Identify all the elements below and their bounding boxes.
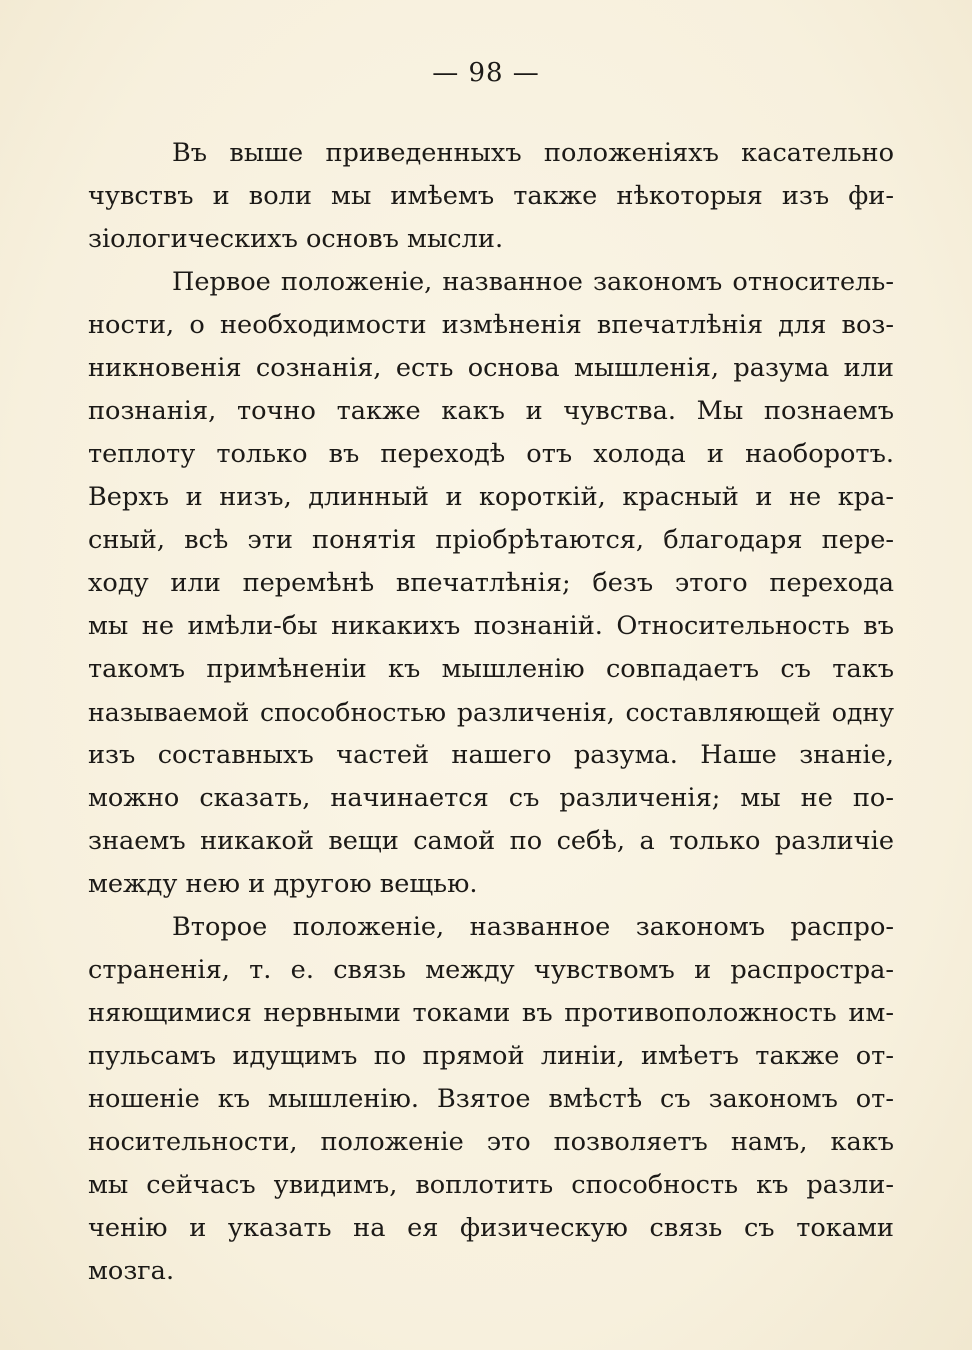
text-line: пульсамъ идущимъ по прямой линіи, имѣетъ также от- <box>88 1041 894 1071</box>
text-line: познанія, точно также какъ и чувства. Мы познаемъ <box>88 396 894 426</box>
text-line: мозга. <box>88 1256 175 1286</box>
text-line: между нею и другою вещью. <box>88 869 478 899</box>
text-line: Второе положеніе, названное закономъ распро- <box>172 912 894 942</box>
text-line: Первое положеніе, названное закономъ относитель- <box>172 267 894 297</box>
text-line: мы не имѣли-бы никакихъ познаній. Относительность въ <box>88 611 894 641</box>
page-number: — 98 — <box>432 58 540 88</box>
text-line: ношеніе къ мышленію. Взятое вмѣстѣ съ закономъ от- <box>88 1084 894 1114</box>
text-line: такомъ примѣненіи къ мышленію совпадаетъ съ такъ <box>88 654 894 684</box>
text-line: Въ выше приведенныхъ положеніяхъ касательно <box>172 138 894 168</box>
text-line: можно сказать, начинается съ различенія; мы не по- <box>88 783 894 813</box>
text-line: знаемъ никакой вещи самой по себѣ, а только различіе <box>88 826 894 856</box>
text-line: чувствъ и воли мы имѣемъ также нѣкоторыя изъ фи- <box>88 181 894 211</box>
text-line: называемой способностью различенія, составляющей одну <box>88 698 894 727</box>
text-line: теплоту только въ переходѣ отъ холода и наоборотъ. <box>88 439 894 469</box>
text-line: никновенія сознанія, есть основа мышленія, разума или <box>88 353 894 383</box>
text-line: изъ составныхъ частей нашего разума. Наше знаніе, <box>88 740 894 770</box>
text-line: ченію и указать на ея физическую связь съ токами <box>88 1213 894 1243</box>
text-line: мы сейчасъ увидимъ, воплотить способность къ разли- <box>88 1170 894 1200</box>
text-line: сный, всѣ эти понятія пріобрѣтаются, благодаря пере- <box>88 525 894 555</box>
text-line: няющимися нервными токами въ противоположность им- <box>88 998 894 1028</box>
text-line: ходу или перемѣнѣ впечатлѣнія; безъ этого перехода <box>88 568 894 598</box>
text-line: страненія, т. е. связь между чувствомъ и распростра- <box>88 955 894 985</box>
text-line: зіологическихъ основъ мысли. <box>88 224 504 254</box>
text-line: носительности, положеніе это позволяетъ намъ, какъ <box>88 1127 894 1157</box>
text-line: ности, о необходимости измѣненія впечатлѣнія для воз- <box>88 310 894 340</box>
text-line: Верхъ и низъ, длинный и короткій, красный и не кра- <box>88 482 894 512</box>
